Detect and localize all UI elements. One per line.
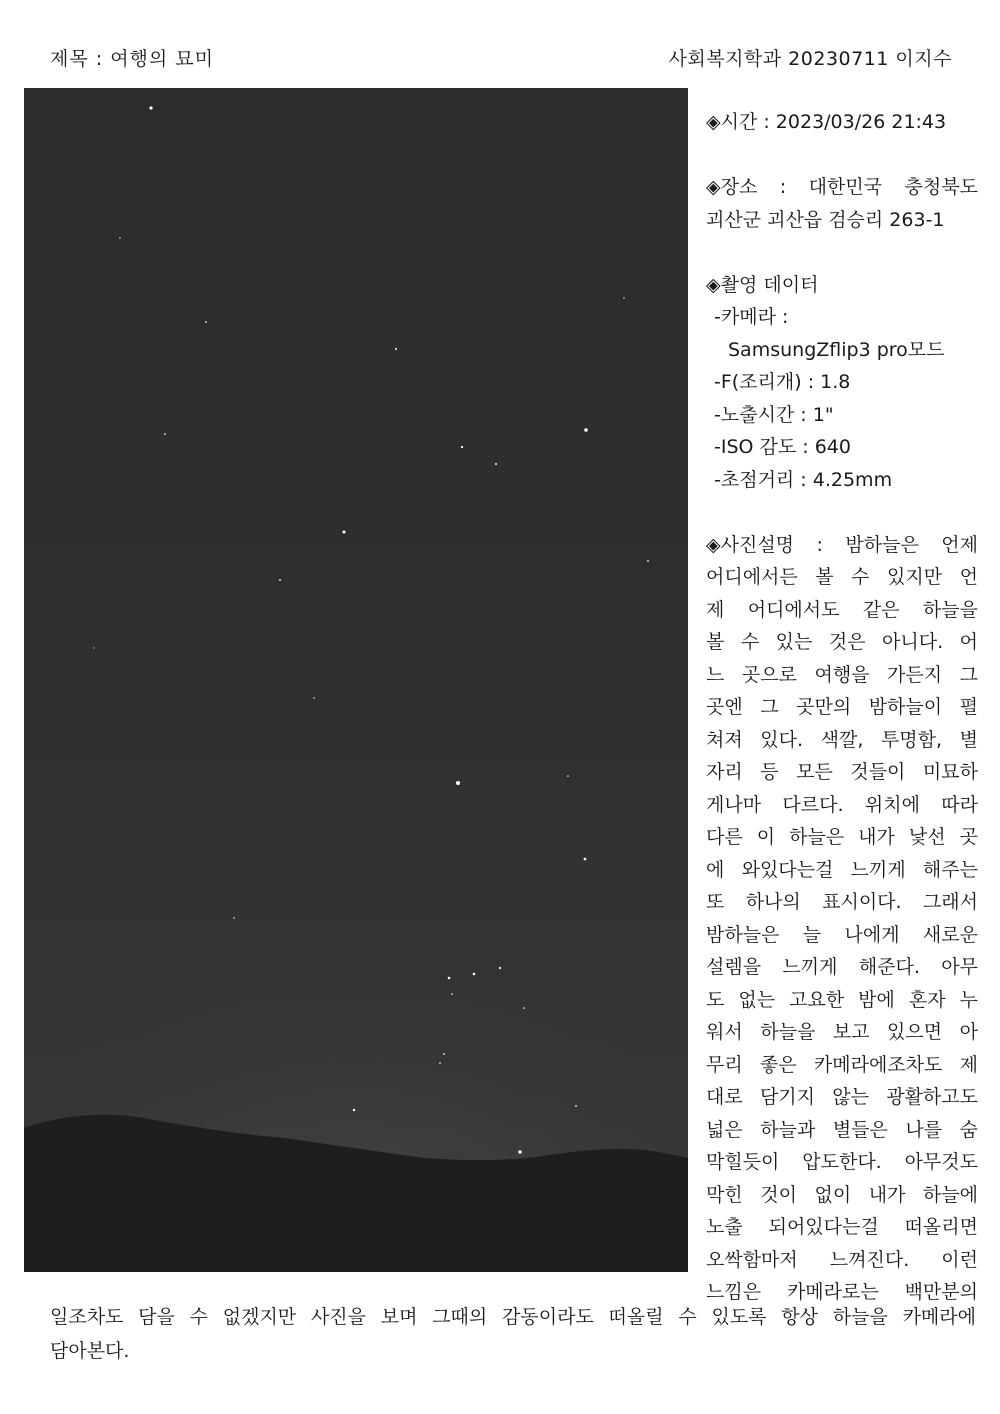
star bbox=[623, 297, 624, 298]
description-line: 밤하늘은 늘 나에게 새로운 bbox=[706, 923, 978, 946]
star bbox=[119, 237, 120, 238]
star bbox=[575, 1105, 577, 1107]
description-line: 넓은 하늘과 별들은 나를 숨 bbox=[706, 1118, 978, 1141]
document-title: 제목 : 여행의 묘미 bbox=[50, 48, 214, 70]
description-line: 도 없는 고요한 밤에 혼자 누 bbox=[706, 988, 978, 1011]
star bbox=[343, 531, 346, 534]
star bbox=[518, 1150, 521, 1153]
description-line: ◈사진설명 : 밤하늘은 언제 bbox=[706, 533, 978, 556]
star bbox=[164, 433, 166, 435]
description-line: 또 하나의 표시이다. 그래서 bbox=[706, 891, 978, 913]
star-field bbox=[24, 88, 688, 1272]
star bbox=[567, 775, 569, 777]
place-detail: 괴산군 괴산읍 검승리 263-1 bbox=[706, 208, 945, 231]
description-line: 막힐듯이 압도한다. 아무것도 bbox=[706, 1151, 978, 1173]
exposure-info: -노출시간 : 1" bbox=[714, 403, 834, 426]
camera-value: SamsungZflip3 pro모드 bbox=[728, 338, 945, 361]
star bbox=[461, 446, 463, 448]
star bbox=[205, 321, 207, 323]
star bbox=[279, 579, 281, 581]
star bbox=[448, 977, 451, 980]
star bbox=[443, 1053, 445, 1055]
description-line: 막힌 것이 없이 내가 하늘에 bbox=[706, 1183, 978, 1206]
star bbox=[584, 428, 588, 432]
star bbox=[523, 1007, 525, 1009]
star bbox=[233, 917, 234, 918]
star bbox=[313, 697, 314, 698]
star bbox=[395, 348, 397, 350]
description-line: 어디에서든 볼 수 있지만 언 bbox=[706, 566, 978, 588]
star bbox=[584, 858, 587, 861]
description-line: 느낌은 카메라로는 백만분의 bbox=[706, 1281, 978, 1303]
description-line: 대로 담기지 않는 광활하고도 bbox=[706, 1086, 978, 1108]
star bbox=[473, 973, 476, 976]
description-line: 일조차도 담을 수 없겠지만 사진을 보며 그때의 감동이라도 떠올릴 수 있도록 항상 하늘을 카메라에 bbox=[50, 1306, 976, 1328]
description-line: 오싹함마저 느껴진다. 이런 bbox=[706, 1248, 978, 1271]
iso-info: -ISO 감도 : 640 bbox=[714, 436, 851, 458]
description-continuation bbox=[50, 1300, 976, 1368]
shooting-data-label: ◈촬영 데이터 bbox=[706, 273, 819, 296]
focal-length-info: -초점거리 : 4.25mm bbox=[714, 468, 893, 491]
photo-info-column bbox=[706, 106, 978, 1309]
star bbox=[495, 463, 497, 465]
photo-description bbox=[706, 529, 978, 1309]
description-line: 쳐져 있다. 색깔, 투명함, 별 bbox=[706, 728, 978, 751]
description-line: 자리 등 모든 것들이 미묘하 bbox=[706, 761, 978, 783]
star bbox=[93, 647, 94, 648]
description-line: 무리 좋은 카메라에조차도 제 bbox=[706, 1053, 978, 1076]
description-line: 담아본다. bbox=[50, 1340, 130, 1362]
star bbox=[149, 106, 152, 109]
star bbox=[439, 1062, 441, 1064]
description-line: 곳엔 그 곳만의 밤하늘이 펼 bbox=[706, 696, 978, 718]
place-label: ◈장소 : 대한민국 충청북도 bbox=[706, 176, 978, 198]
star bbox=[456, 781, 460, 785]
description-line: 게나마 다르다. 위치에 따라 bbox=[706, 793, 978, 816]
description-line: 설렘을 느끼게 해준다. 아무 bbox=[706, 956, 978, 978]
description-line: 워서 하늘을 보고 있으면 아 bbox=[706, 1021, 978, 1043]
aperture-info: -F(조리개) : 1.8 bbox=[714, 371, 851, 393]
description-line: 노출 되어있다는걸 떠올리면 bbox=[706, 1216, 978, 1238]
description-line: 느 곳으로 여행을 가든지 그 bbox=[706, 663, 978, 686]
star bbox=[353, 1109, 355, 1111]
description-line: 다른 이 하늘은 내가 낯선 곳 bbox=[706, 826, 978, 848]
description-line: 에 와있다는걸 느끼게 해주는 bbox=[706, 858, 978, 881]
author-info: 사회복지학과 20230711 이지수 bbox=[668, 48, 952, 70]
time-info: ◈시간 : 2023/03/26 21:43 bbox=[706, 111, 947, 133]
camera-label: -카메라 : bbox=[714, 306, 789, 328]
star bbox=[647, 560, 649, 562]
night-sky-photo bbox=[24, 88, 688, 1272]
description-line: 볼 수 있는 것은 아니다. 어 bbox=[706, 631, 978, 653]
star bbox=[451, 993, 453, 995]
description-line: 제 어디에서도 같은 하늘을 bbox=[706, 598, 978, 621]
star bbox=[499, 967, 501, 969]
